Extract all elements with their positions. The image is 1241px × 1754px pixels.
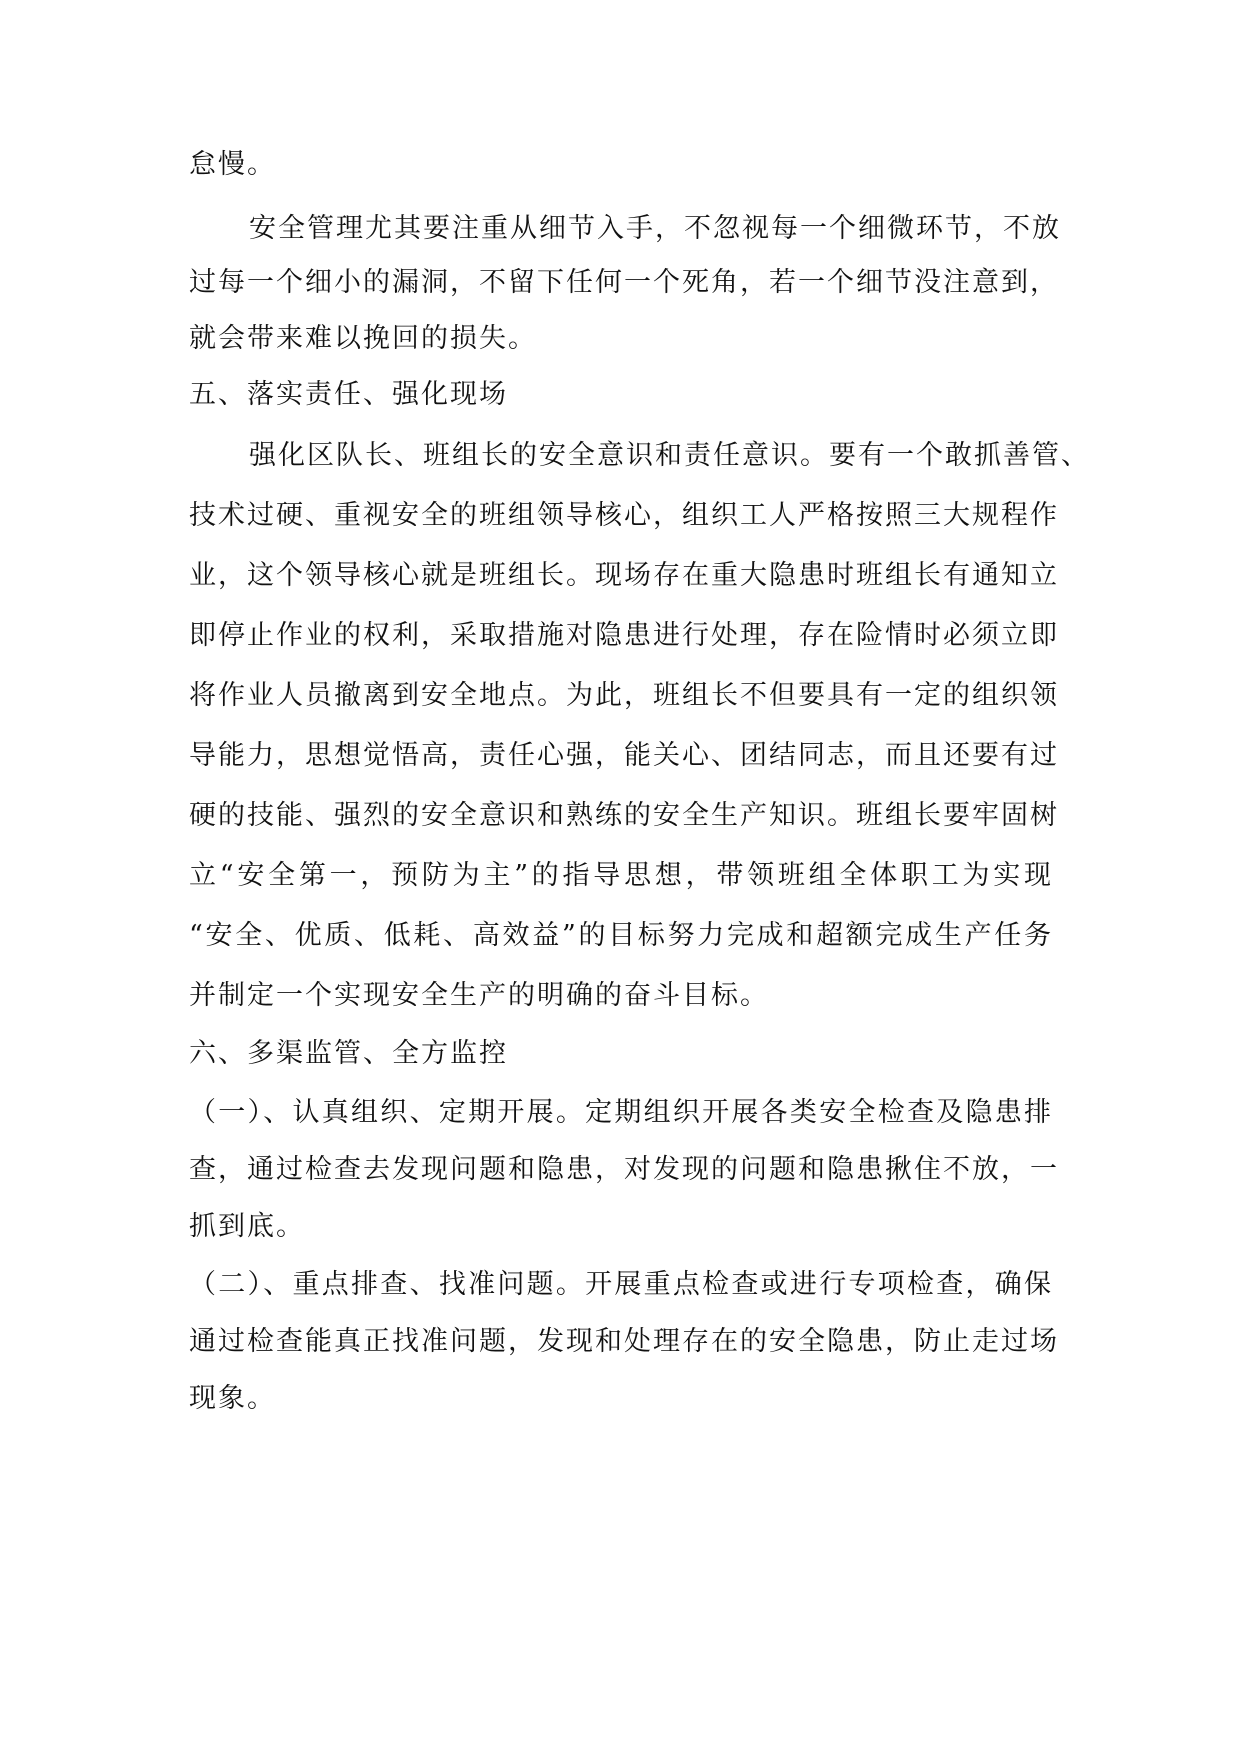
paragraph-line: 查，通过检查去发现问题和隐患，对发现的问题和隐患揪住不放，一 <box>189 1154 1059 1185</box>
paragraph-line: 技术过硬、重视安全的班组领导核心，组织工人严格按照三大规程作 <box>189 500 1059 531</box>
section-heading: 六、多渠监管、全方监控 <box>189 1038 508 1069</box>
paragraph-line: 并制定一个实现安全生产的明确的奋斗目标。 <box>189 980 769 1011</box>
paragraph-line: 立“安全第一，预防为主”的指导思想，带领班组全体职工为实现 <box>189 860 1053 891</box>
paragraph-line: 硬的技能、强烈的安全意识和熟练的安全生产知识。班组长要牢固树 <box>189 800 1059 831</box>
paragraph-line: 过每一个细小的漏洞，不留下任何一个死角，若一个细节没注意到， <box>189 267 1059 298</box>
paragraph-line: （一）、认真组织、定期开展。定期组织开展各类安全检查及隐患排 <box>189 1097 1053 1128</box>
paragraph-line: （二）、重点排查、找准问题。开展重点检查或进行专项检查，确保 <box>189 1269 1053 1300</box>
section-heading: 五、落实责任、强化现场 <box>189 379 508 410</box>
paragraph-end-line: 怠慢。 <box>189 149 276 180</box>
paragraph-line: 即停止作业的权利，采取措施对隐患进行处理，存在险情时必须立即 <box>189 620 1059 651</box>
paragraph-line: 业，这个领导核心就是班组长。现场存在重大隐患时班组长有通知立 <box>189 560 1059 591</box>
paragraph-line: 强化区队长、班组长的安全意识和责任意识。要有一个敢抓善管、 <box>249 440 1090 471</box>
paragraph-line: 现象。 <box>189 1383 276 1414</box>
paragraph-line: 抓到底。 <box>189 1211 305 1242</box>
paragraph-line: 通过检查能真正找准问题，发现和处理存在的安全隐患，防止走过场 <box>189 1326 1059 1357</box>
paragraph-line: 将作业人员撤离到安全地点。为此，班组长不但要具有一定的组织领 <box>189 680 1059 711</box>
paragraph-line: “安全、优质、低耗、高效益”的目标努力完成和超额完成生产任务 <box>189 920 1053 951</box>
paragraph-line: 就会带来难以挽回的损失。 <box>189 323 537 354</box>
paragraph-line: 安全管理尤其要注重从细节入手，不忽视每一个细微环节，不放 <box>249 213 1061 244</box>
paragraph-line: 导能力，思想觉悟高，责任心强，能关心、团结同志，而且还要有过 <box>189 740 1059 771</box>
